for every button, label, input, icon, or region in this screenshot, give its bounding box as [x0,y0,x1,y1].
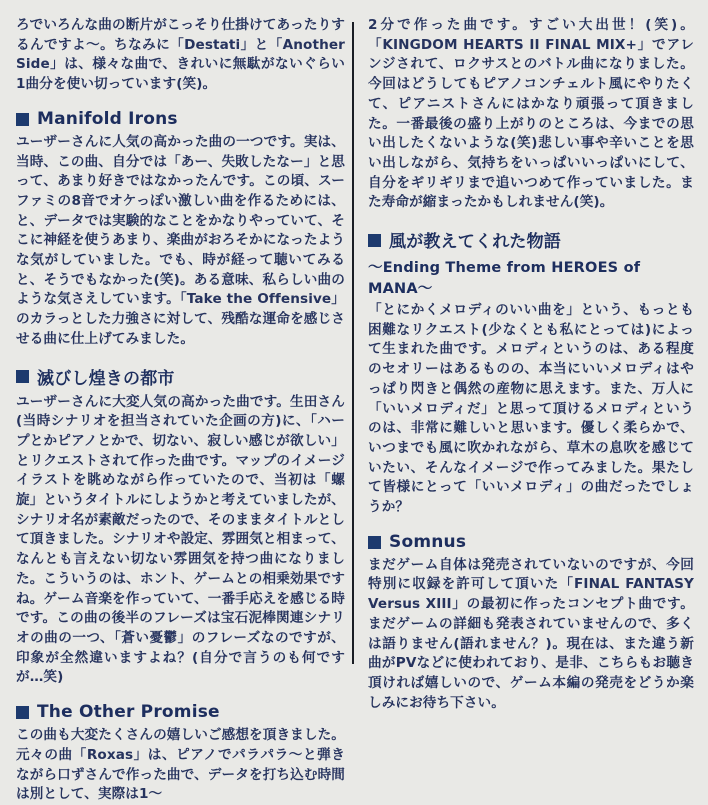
section-kaze-ga-oshiete-kureta-monogatari [368,227,694,518]
section-body: ユーザーさんに大変人気の高かった曲です。生田さん(当時シナリオを担当されていた企画の方)に、「ハープとかピアノとかで、切ない、寂しい感じが欲しい」とリクエストされて作った曲です。マップのイメージイラストを眺めながら作っていたので、当初は「螺旋」というタイトルにしようかと考えていましたが、シナリオ名が素敵だったので、そのままタイトルとして頂きました。シナリオや設定、雰囲気と相まって、なんとも言えない切ない雰囲気を持つ曲になりました。こういうのは、ホント、ゲームとの相乗効果ですね。ゲーム音楽を作っていて、一番手応えを感じる時です。この曲の後半のフレーズは宝石泥棒関連シナリオの曲の一つ、「蒼い憂鬱」のフレーズなのですが、印象が全然違いますよね？(自分で言うのも何ですが…笑) [16,393,345,686]
section-title: The Other Promise [37,702,220,723]
section-title: Somnus [389,531,467,552]
section-marker-icon [16,370,29,383]
section-marker-icon [368,536,381,549]
section-somnus [368,532,694,714]
right-column [368,16,694,713]
section-body: ユーザーさんに人気の高かった曲の一つです。実は、当時、この曲、自分では「あー、失敗したなー」と思って、あまり好きではなかったんです。この頃、スーファミの8音でオケっぽい激しい曲を作るためには、と、データでは実験的なことをかなりやっていて、そこに神経を使うあまり、楽曲がおろそかになったような気がしていました。でも、時が経って聴いてみると、そうでもなかった(笑)。ある意味、私らしい曲のような気さえしています。「Take the Offensive」のカラっとした力強さに対して、残酷な運命を感じさせる曲に仕上げてみました。 [16,133,345,347]
section-marker-icon [16,113,29,126]
left-intro-section [16,16,345,95]
section-heading [16,109,345,129]
section-title: 滅びし煌きの都市 [37,368,175,389]
section-body: まだゲーム自体は発売されていないのですが、今回特別に収録を許可して頂いた「FINAL FANTASY Versus XIII」の最初に作ったコンセプト曲です。まだゲームの詳細も発表されていませんので、多くは語りません(語れません？)。現在は、また違う新曲がPVなどに使われており、是非、こちらもお聴き頂ければ嬉しいので、ゲーム本編の発売をどうか楽しみにお待ち下さい。 [368,556,694,711]
continuation-paragraph: ろでいろんな曲の断片がこっそり仕掛けてあったりするんですよ～。ちなみに「Destati」と「Another Side」は、様々な曲で、きれいに無駄がないぐらい1曲分を使い切っています(笑)。 [16,17,345,93]
section-heading [368,227,694,252]
section-heading [16,702,345,722]
section-marker-icon [16,706,29,719]
continuation-paragraph: 2分で作った曲です。すごい大出世！(笑)。「KINGDOM HEARTS II FINAL MIX+」でアレンジされて、ロクサスとのバトル曲になりました。今回はどうしてもピアノコンチェルト風にやりたくて、ピアニストさんにはかなり頑張って頂きました。一番最後の盛り上がりのところは、今までの思い出したくないような(笑)悲しい事や辛いことを思い出しながら、気持ちをいっぱいいっぱいにして、自分をギリギリまで追いつめて作っていました。また寿命が縮まったかもしれません(笑)。 [368,17,694,211]
section-marker-icon [368,234,381,247]
section-ruined-shining-city [16,364,345,689]
column-divider [352,22,354,664]
section-heading [368,532,694,552]
section-title: 風が教えてくれた物語 [389,232,561,253]
section-body: この曲も大変たくさんの嬉しいご感想を頂きました。元々の曲「Roxas」は、ピアノでパラパラ～と弾きながら口ずさんで作った曲で、データを打ち込む時間は別として、実際は1～ [16,727,345,803]
right-intro-section [368,16,694,213]
section-the-other-promise [16,702,345,805]
left-column [16,16,345,805]
section-title: Manifold Irons [37,108,178,129]
section-body: 「とにかくメロディのいい曲を」という、もっとも困難なリクエスト(少なくとも私にとっては)によって生まれた曲です。メロディというのは、ある程度のセオリーはあるものの、本当にいいメロディはやっぱり閃きと偶然の産物に思えます。また、万人に「いいメロディだ」と思って頂けるメロディというのは、非常に難しいと思います。優しく柔らかで、いつまでも風に吹かれながら、草木の息吹を感じていたい、そんなイメージで作ってみました。果たして皆様にとって「いいメロディ」の曲だったでしょうか？ [368,302,694,516]
section-heading [16,364,345,389]
section-subtitle: ～Ending Theme from HEROES of MANA～ [368,260,641,298]
section-manifold-irons [16,109,345,350]
